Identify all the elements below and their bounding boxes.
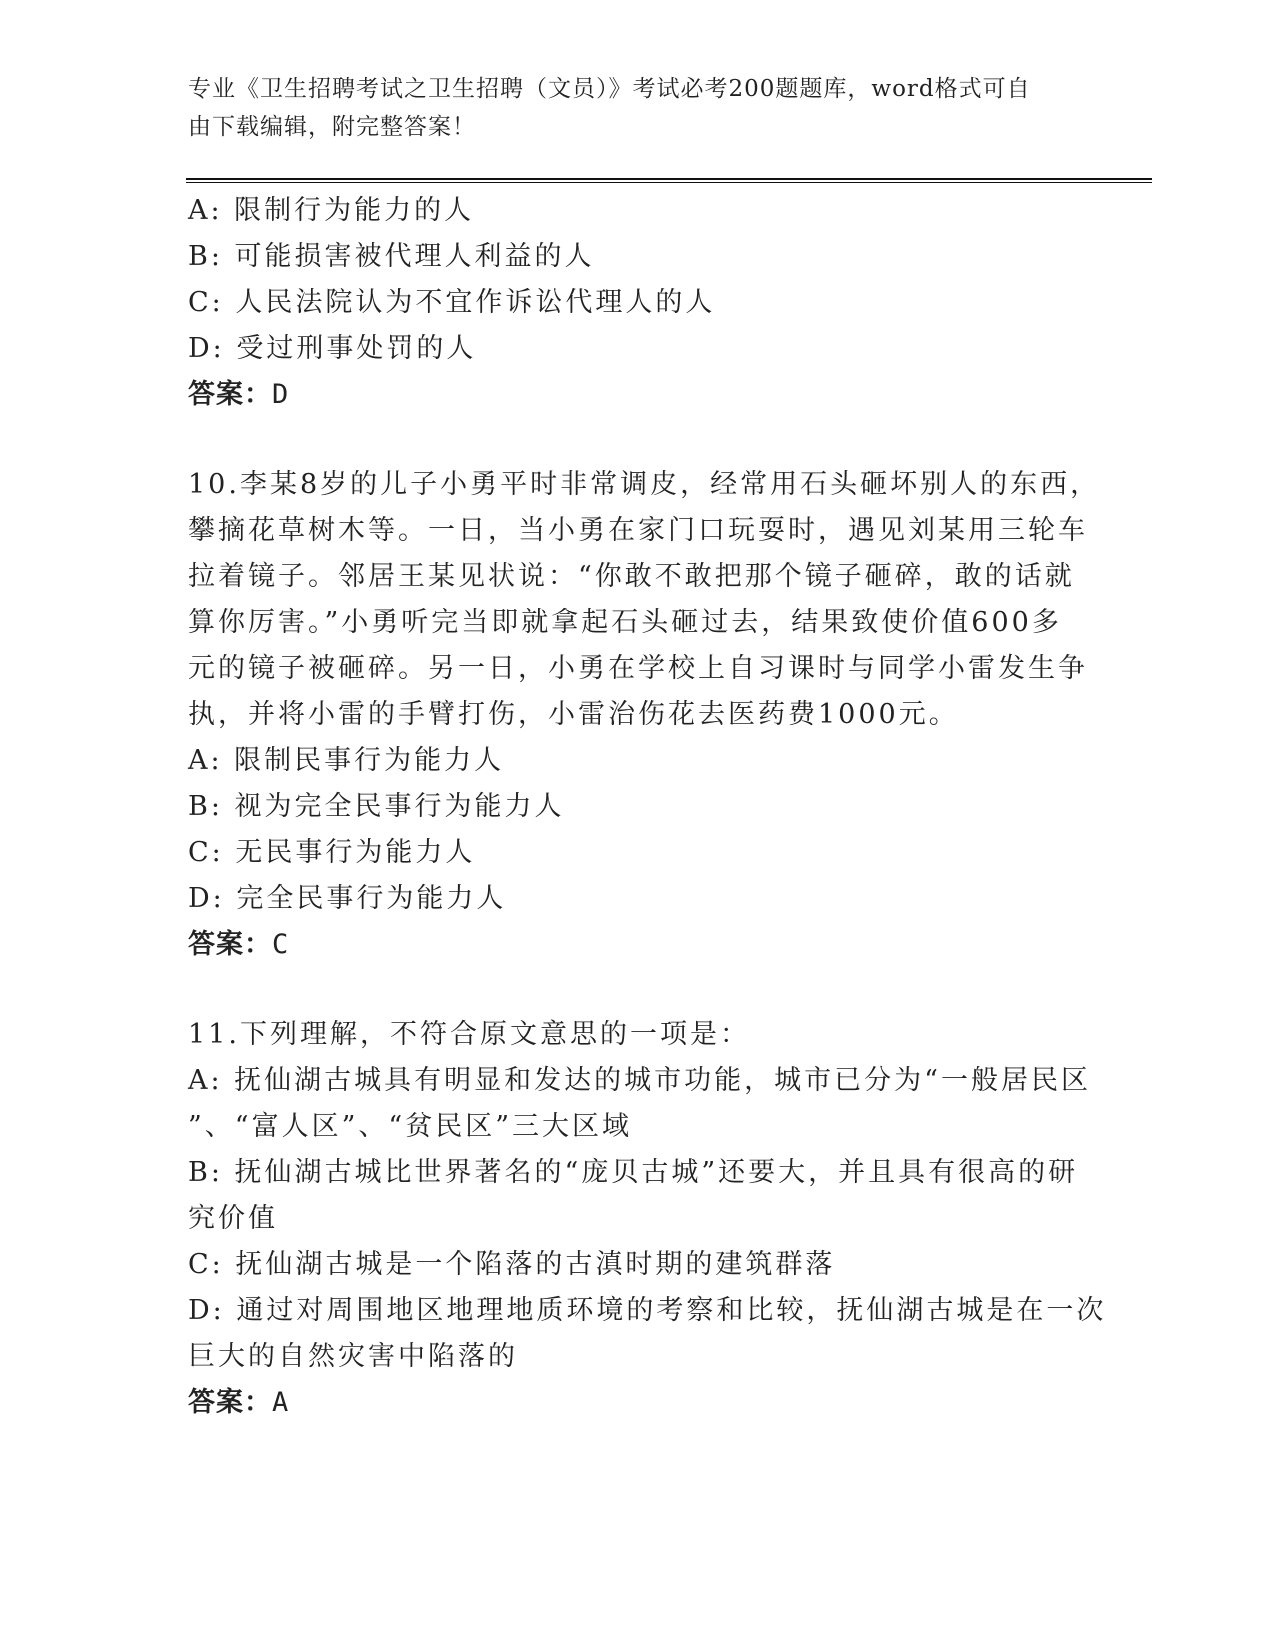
header-divider — [186, 178, 1152, 183]
header-line-1: 专业《卫生招聘考试之卫生招聘（文员）》考试必考200题题库，word格式可自 — [188, 76, 1031, 102]
question-stem-line: 元的镜子被砸碎。另一日，小勇在学校上自习课时与同学小雷发生争 — [188, 653, 1088, 684]
option-b-line-1: B: 抚仙湖古城比世界著名的“庞贝古城”还要大，并且具有很高的研 — [188, 1157, 1079, 1188]
option-d: D: 受过刑事处罚的人 — [188, 333, 477, 364]
question-stem-line: 拉着镜子。邻居王某见状说：“你敢不敢把那个镜子砸碎，敢的话就 — [188, 561, 1075, 592]
option-a-line-1: A: 抚仙湖古城具有明显和发达的城市功能，城市已分为“一般居民区 — [188, 1065, 1091, 1096]
option-b-line-2: 究价值 — [188, 1203, 278, 1234]
header-line-2: 由下载编辑，附完整答案！ — [188, 114, 476, 140]
option-a: A: 限制行为能力的人 — [188, 195, 475, 226]
question-stem: 11.下列理解，不符合原文意思的一项是： — [188, 1019, 750, 1050]
answer-label: 答案： — [188, 379, 272, 410]
question-9 — [188, 188, 1088, 418]
option-a-line-2: ”、“富人区”、“贫民区”三大区域 — [188, 1111, 633, 1142]
option-a: A: 限制民事行为能力人 — [188, 745, 505, 776]
document-header — [188, 70, 1068, 146]
document-body — [188, 188, 1107, 1426]
spacer — [188, 418, 1088, 462]
question-stem-line: 算你厉害。”小勇听完当即就拿起石头砸过去，结果致使价值600多 — [188, 607, 1062, 638]
answer-value: D — [272, 379, 290, 410]
option-c: C: 人民法院认为不宜作诉讼代理人的人 — [188, 287, 716, 318]
answer-value: C — [272, 929, 290, 960]
question-stem-line: 10.李某8岁的儿子小勇平时非常调皮，经常用石头砸坏别人的东西， — [188, 469, 1101, 500]
question-11 — [188, 1012, 1107, 1426]
option-c: C: 无民事行为能力人 — [188, 837, 476, 868]
spacer — [188, 968, 1088, 1012]
question-10 — [188, 462, 1101, 968]
answer-value: A — [272, 1387, 290, 1418]
option-b: B: 视为完全民事行为能力人 — [188, 791, 565, 822]
answer — [188, 1380, 1088, 1426]
option-d-line-2: 巨大的自然灾害中陷落的 — [188, 1341, 518, 1372]
answer — [188, 922, 1088, 968]
question-stem-line: 执，并将小雷的手臂打伤，小雷治伤花去医药费1000元。 — [188, 699, 959, 730]
option-c: C: 抚仙湖古城是一个陷落的古滇时期的建筑群落 — [188, 1249, 836, 1280]
option-b: B: 可能损害被代理人利益的人 — [188, 241, 595, 272]
answer-label: 答案： — [188, 1387, 272, 1418]
answer-label: 答案： — [188, 929, 272, 960]
answer — [188, 372, 1088, 418]
question-stem-line: 攀摘花草树木等。一日，当小勇在家门口玩耍时，遇见刘某用三轮车 — [188, 515, 1088, 546]
option-d: D: 完全民事行为能力人 — [188, 883, 507, 914]
option-d-line-1: D: 通过对周围地区地理地质环境的考察和比较，抚仙湖古城是在一次 — [188, 1295, 1107, 1326]
